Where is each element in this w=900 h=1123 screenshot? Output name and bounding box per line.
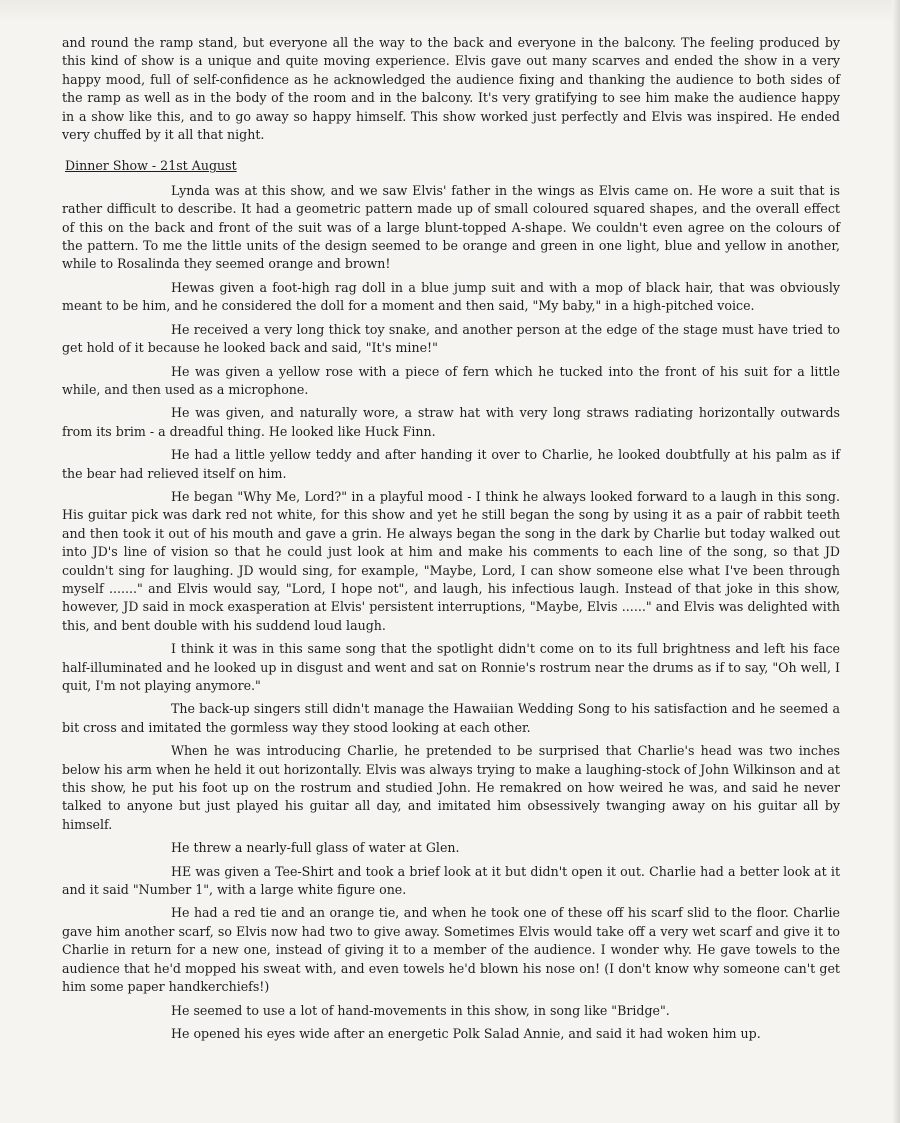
- typed-text-body: [62, 34, 840, 1048]
- section-heading: Dinner Show - 21st August: [65, 158, 237, 174]
- paragraph-teddy: He had a little yellow teddy and after handing it over to Charlie, he looked doubtfully at his palm as if the bear had relieved itself on him.: [62, 447, 840, 481]
- paragraph-suit: Lynda was at this show, and we saw Elvis' father in the wings as Elvis came on. He wore a suit that is rather difficult to describe. It had a geometric pattern made up of small coloured squared shapes, and the overall effect of this on the back and front of the suit was of a large blunt-topped A-shape. We couldn't even agree on the colours of the pattern. To me the little units of the design seemed to be orange and green in one light, blue and yellow in another, while to Rosalinda they seemed orange and brown!: [62, 182, 840, 272]
- paragraph-tee-shirt: HE was given a Tee-Shirt and took a brief look at it but didn't open it out. Charlie had a better look at it and it said "Number 1", with a large white figure one.: [62, 863, 840, 898]
- paragraph-spotlight: I think it was in this same song that the spotlight didn't come on to its full brightness and left his face half-illuminated and he looked up in disgust and went and sat on Ronnie's rostrum near the drums as if to say, "Oh well, I quit, I'm not playing anymore.": [62, 641, 840, 693]
- paragraph-straw-hat: He was given, and naturally wore, a straw hat with very long straws radiating horizontally outwards from its brim - a dreadful thing. He looked like Huck Finn.: [62, 405, 840, 439]
- paragraph-ties-scarves: He had a red tie and an orange tie, and when he took one of these off his scarf slid to the floor. Charlie gave him another scarf, so Elvis now had two to give away. Sometimes Elvis would take off a very wet scarf and give it to Charlie in return for a new one, instead of giving it to a member of the audience. I wonder why. He gave towels to the audience that he'd mopped his sweat with, and even towels he'd blown his nose on! (I don't know why someone can't get him some paper handkerchiefs!): [62, 905, 840, 995]
- paragraph-backup-singers: The back-up singers still didn't manage the Hawaiian Wedding Song to his satisfaction and he seemed a bit cross and imitated the gormless way they stood looking at each other.: [62, 701, 840, 735]
- paragraph-introducing-charlie: When he was introducing Charlie, he pretended to be surprised that Charlie's head was two inches below his arm when he held it out horizontally. Elvis was always trying to make a laughing-stock of John Wilkinson and at this show, he put his foot up on the rostrum and studied John. He remakred on how weired he was, and said he never talked to anyone but just played his guitar all day, and imitated him obsessively twanging away on his guitar all by himself.: [62, 743, 840, 832]
- paragraph-hand-movements: He seemed to use a lot of hand-movements in this show, in song like "Bridge".: [171, 1002, 670, 1018]
- paragraph-polk-salad: He opened his eyes wide after an energetic Polk Salad Annie, and said it had woken him up.: [171, 1025, 761, 1041]
- previous-page-bleed: [0, 0, 900, 22]
- page-edge-shadow: [892, 0, 900, 1123]
- paragraph-toy-snake: He received a very long thick toy snake, and another person at the edge of the stage must have tried to get hold of it because he looked back and said, "It's mine!": [62, 321, 840, 356]
- paragraph-why-me-lord: He began "Why Me, Lord?" in a playful mood - I think he always looked forward to a laugh in this song. His guitar pick was dark red not white, for this show and yet he still began the song by using it as a pair of rabbit teeth and then took it out of his mouth and gave a grin. He always began the song in the dark by Charlie but today walked out into JD's line of vision so that he could just look at him and make his comments to each line of the song, so that JD couldn't sing for laughing. JD would sing, for example, "Maybe, Lord, I can show someone else what I've been through myself ......." and Elvis would say, "Lord, I hope not", and laugh, his infectious laugh. Instead of that joke in this show, however, JD said in mock exasperation at Elvis' persistent interruptions, "Maybe, Elvis ......" and Elvis was delighted with this, and bent double with his suddend loud laugh.: [62, 488, 840, 633]
- paragraph-rag-doll: Hewas given a foot-high rag doll in a blue jump suit and with a mop of black hair, that was obviously meant to be him, and he considered the doll for a moment and then said, "My baby," in a high-pitched voice.: [62, 279, 840, 314]
- paragraph-yellow-rose: He was given a yellow rose with a piece of fern which he tucked into the front of his suit for a little while, and then used as a microphone.: [62, 363, 840, 397]
- paragraph-glass-of-water: He threw a nearly-full glass of water at Glen.: [171, 840, 460, 856]
- intro-paragraph: and round the ramp stand, but everyone all the way to the back and everyone in the balcony. The feeling produced by this kind of show is a unique and quite moving experience. Elvis gave out many scarves and ended the show in a very happy mood, full of self-confidence as he acknowledged the audience fixing and thanking the audience to both sides of the ramp as well as in the body of the room and in the balcony. It's very gratifying to see him make the audience happy in a show like this, and to go away so happy himself. This show worked just perfectly and Elvis was inspired. He ended very chuffed by it all that night.: [62, 35, 840, 143]
